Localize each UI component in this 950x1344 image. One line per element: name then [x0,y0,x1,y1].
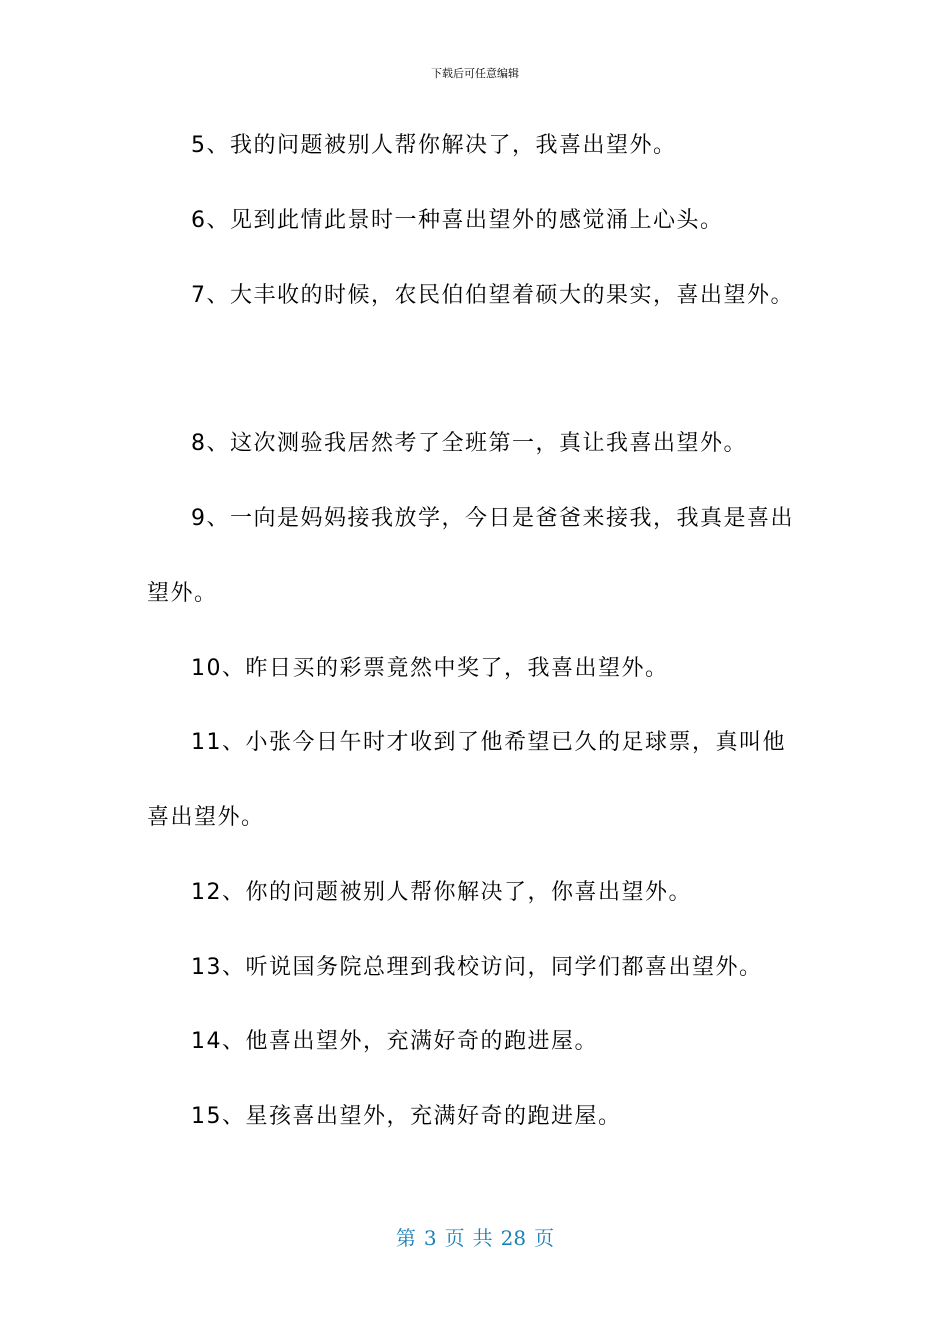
paragraph-14: 14、他喜出望外，充满好奇的跑进屋。 [191,1029,598,1054]
paragraph-9-line-1: 9、一向是妈妈接我放学，今日是爸爸来接我，我真是喜出 [191,506,794,531]
paragraph-15: 15、星孩喜出望外，充满好奇的跑进屋。 [191,1104,622,1129]
paragraph-7: 7、大丰收的时候，农民伯伯望着硕大的果实，喜出望外。 [191,283,794,308]
footer-total-pages: 28 [500,1226,527,1250]
paragraph-11-line-2: 喜出望外。 [147,805,265,830]
footer-current-page: 3 [423,1226,437,1250]
page-header-note: 下载后可任意编辑 [431,67,519,80]
paragraph-9-line-2: 望外。 [147,581,218,606]
page-footer [0,1224,950,1252]
footer-label-gong: 共 [472,1226,493,1250]
footer-label-ye-2: 页 [534,1226,555,1250]
paragraph-10: 10、昨日买的彩票竟然中奖了，我喜出望外。 [191,656,669,681]
footer-label-ye-1: 页 [444,1226,465,1250]
footer-label-di: 第 [395,1226,416,1250]
paragraph-12: 12、你的问题被别人帮你解决了，你喜出望外。 [191,880,692,905]
paragraph-6: 6、见到此情此景时一种喜出望外的感觉涌上心头。 [191,208,724,233]
paragraph-8: 8、这次测验我居然考了全班第一，真让我喜出望外。 [191,431,747,456]
paragraph-11-line-1: 11、小张今日午时才收到了他希望已久的足球票，真叫他 [191,730,786,755]
paragraph-5: 5、我的问题被别人帮你解决了，我喜出望外。 [191,133,677,158]
paragraph-13: 13、听说国务院总理到我校访问，同学们都喜出望外。 [191,955,763,980]
